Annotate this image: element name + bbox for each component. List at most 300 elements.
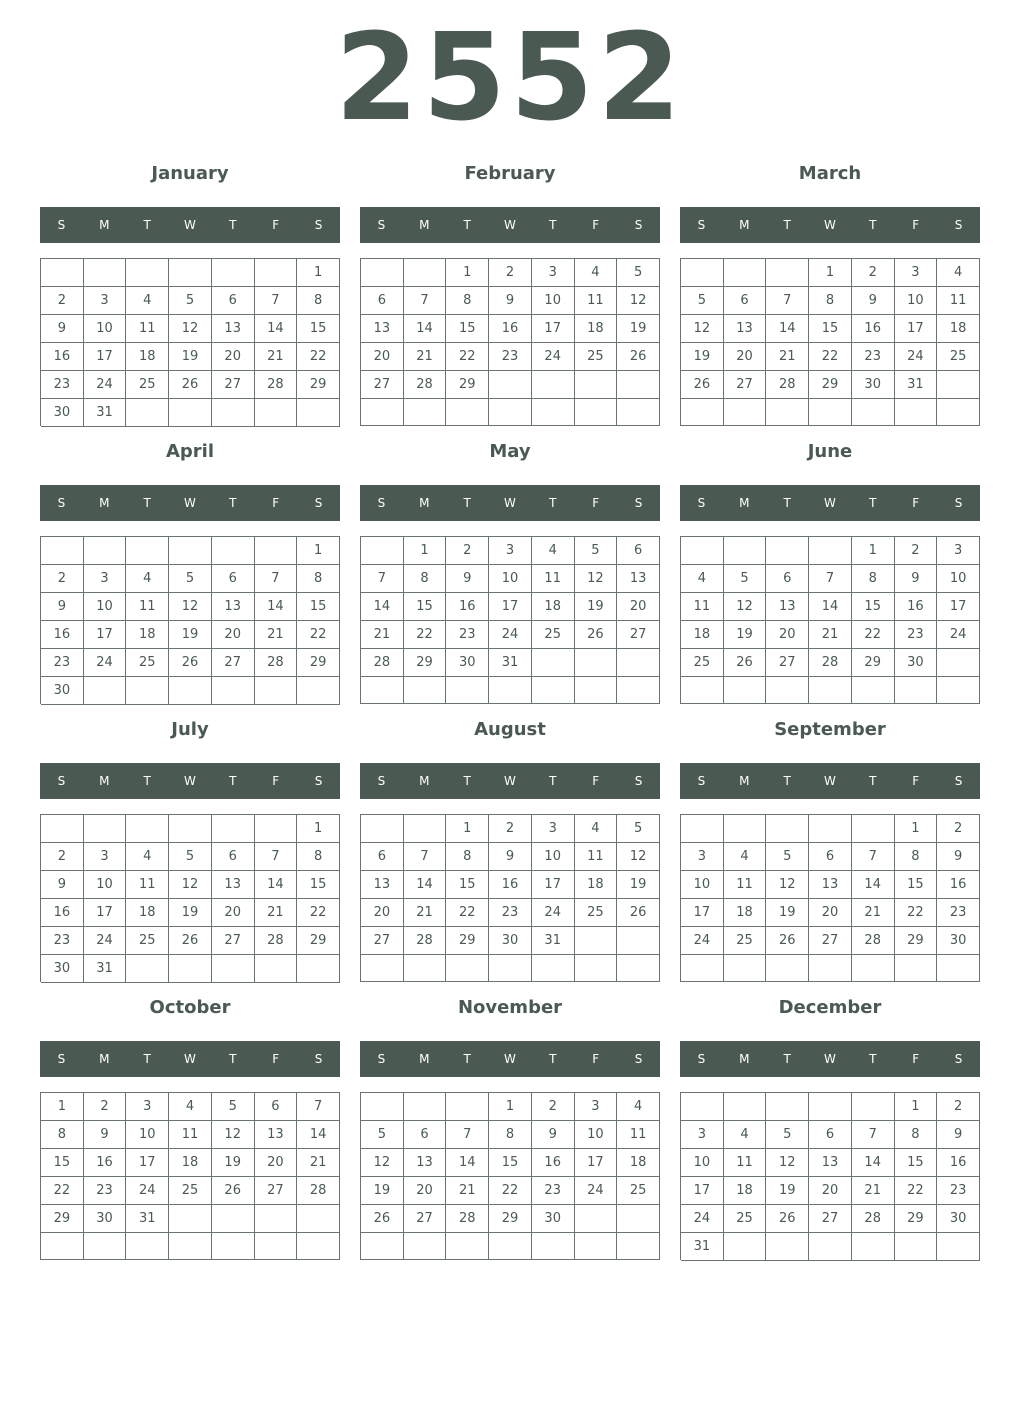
month-february <box>360 158 660 436</box>
day-cell: 20 <box>404 1177 447 1205</box>
day-cell: 3 <box>937 537 980 565</box>
day-cell: 7 <box>255 287 298 315</box>
day-grid <box>680 814 980 982</box>
day-cell: 5 <box>361 1121 404 1149</box>
day-cell: 14 <box>255 315 298 343</box>
day-grid <box>680 536 980 704</box>
weekday-header <box>40 485 340 521</box>
day-cell: 30 <box>41 955 84 983</box>
day-cell: 26 <box>617 343 660 371</box>
day-cell: 29 <box>41 1205 84 1233</box>
empty-day-cell <box>404 1093 447 1121</box>
day-cell: 30 <box>937 1205 980 1233</box>
day-cell: 22 <box>297 899 340 927</box>
weekday-label: F <box>592 218 600 232</box>
day-cell: 12 <box>766 1149 809 1177</box>
weekday-label: T <box>783 774 791 788</box>
day-cell: 9 <box>852 287 895 315</box>
day-cell: 23 <box>41 927 84 955</box>
day-cell: 29 <box>297 371 340 399</box>
day-cell: 12 <box>617 843 660 871</box>
weekday-label: T <box>463 1052 471 1066</box>
empty-day-cell <box>532 371 575 399</box>
day-grid <box>680 258 980 426</box>
day-cell: 26 <box>617 899 660 927</box>
day-cell: 27 <box>212 927 255 955</box>
weekday-label: F <box>592 1052 600 1066</box>
weekday-label: S <box>634 496 643 510</box>
day-cell: 28 <box>446 1205 489 1233</box>
day-cell: 6 <box>724 287 767 315</box>
empty-day-cell <box>41 259 84 287</box>
weekday-label: W <box>824 1052 836 1066</box>
empty-day-cell <box>766 677 809 704</box>
empty-day-cell <box>895 955 938 982</box>
day-cell: 5 <box>169 843 212 871</box>
day-cell: 25 <box>126 371 169 399</box>
day-cell: 17 <box>937 593 980 621</box>
day-cell: 15 <box>809 315 852 343</box>
day-cell: 2 <box>84 1093 127 1121</box>
day-cell: 31 <box>489 649 532 677</box>
day-cell: 3 <box>84 843 127 871</box>
empty-day-cell <box>489 371 532 399</box>
empty-day-cell <box>169 677 212 705</box>
day-cell: 13 <box>809 1149 852 1177</box>
day-cell: 30 <box>41 399 84 427</box>
day-cell: 9 <box>41 315 84 343</box>
empty-day-cell <box>212 815 255 843</box>
weekday-header <box>40 763 340 799</box>
weekday-label: W <box>504 218 516 232</box>
empty-day-cell <box>361 399 404 426</box>
day-cell: 20 <box>617 593 660 621</box>
day-cell: 5 <box>575 537 618 565</box>
empty-day-cell <box>489 677 532 704</box>
day-cell: 13 <box>212 871 255 899</box>
weekday-label: F <box>912 218 920 232</box>
day-grid <box>360 1092 660 1260</box>
day-cell: 15 <box>297 315 340 343</box>
day-cell: 18 <box>681 621 724 649</box>
empty-day-cell <box>852 677 895 704</box>
day-cell: 19 <box>575 593 618 621</box>
day-cell: 24 <box>84 649 127 677</box>
day-cell: 23 <box>489 899 532 927</box>
empty-day-cell <box>126 399 169 427</box>
day-cell: 29 <box>489 1205 532 1233</box>
weekday-label: F <box>912 1052 920 1066</box>
day-cell: 22 <box>297 343 340 371</box>
weekday-label: M <box>419 1052 430 1066</box>
weekday-label: W <box>184 774 196 788</box>
day-cell: 28 <box>361 649 404 677</box>
day-cell: 20 <box>212 899 255 927</box>
day-cell: 23 <box>937 1177 980 1205</box>
day-cell: 29 <box>297 649 340 677</box>
day-cell: 11 <box>126 871 169 899</box>
day-cell: 7 <box>852 843 895 871</box>
day-cell: 1 <box>809 259 852 287</box>
weekday-label: T <box>143 774 151 788</box>
day-cell: 8 <box>41 1121 84 1149</box>
day-cell: 14 <box>404 315 447 343</box>
day-grid <box>360 258 660 426</box>
day-grid <box>360 814 660 982</box>
day-cell: 25 <box>575 343 618 371</box>
day-cell: 17 <box>681 899 724 927</box>
day-cell: 20 <box>809 899 852 927</box>
weekday-label: S <box>314 496 323 510</box>
weekday-label: S <box>634 774 643 788</box>
empty-day-cell <box>617 1233 660 1260</box>
day-cell: 10 <box>84 315 127 343</box>
day-cell: 23 <box>895 621 938 649</box>
day-cell: 22 <box>404 621 447 649</box>
day-cell: 2 <box>532 1093 575 1121</box>
day-cell: 29 <box>404 649 447 677</box>
empty-day-cell <box>404 677 447 704</box>
day-cell: 11 <box>724 871 767 899</box>
empty-day-cell <box>446 399 489 426</box>
day-cell: 25 <box>169 1177 212 1205</box>
weekday-label: W <box>824 496 836 510</box>
day-cell: 19 <box>169 343 212 371</box>
empty-day-cell <box>489 955 532 982</box>
day-cell: 18 <box>575 315 618 343</box>
empty-day-cell <box>489 1233 532 1260</box>
day-cell: 5 <box>766 843 809 871</box>
empty-day-cell <box>724 955 767 982</box>
month-name: February <box>464 163 556 184</box>
empty-day-cell <box>169 815 212 843</box>
day-cell: 29 <box>446 927 489 955</box>
empty-day-cell <box>852 399 895 426</box>
empty-day-cell <box>937 399 980 426</box>
empty-day-cell <box>809 399 852 426</box>
day-cell: 27 <box>809 1205 852 1233</box>
day-cell: 9 <box>41 593 84 621</box>
day-cell: 9 <box>489 843 532 871</box>
weekday-label: S <box>314 1052 323 1066</box>
day-cell: 13 <box>617 565 660 593</box>
day-cell: 17 <box>532 871 575 899</box>
day-cell: 31 <box>681 1233 724 1261</box>
empty-day-cell <box>617 649 660 677</box>
day-cell: 10 <box>575 1121 618 1149</box>
day-grid <box>40 258 340 426</box>
day-cell: 23 <box>84 1177 127 1205</box>
day-cell: 25 <box>126 927 169 955</box>
day-cell: 16 <box>41 343 84 371</box>
empty-day-cell <box>681 1093 724 1121</box>
day-cell: 17 <box>84 621 127 649</box>
day-cell: 2 <box>489 259 532 287</box>
day-cell: 12 <box>169 593 212 621</box>
empty-day-cell <box>361 259 404 287</box>
empty-day-cell <box>255 677 298 705</box>
day-cell: 27 <box>212 371 255 399</box>
day-cell: 16 <box>41 621 84 649</box>
day-cell: 24 <box>532 343 575 371</box>
day-cell: 8 <box>297 843 340 871</box>
weekday-label: F <box>592 774 600 788</box>
day-cell: 26 <box>361 1205 404 1233</box>
day-cell: 2 <box>41 843 84 871</box>
empty-day-cell <box>937 1233 980 1261</box>
day-cell: 29 <box>297 927 340 955</box>
day-cell: 21 <box>852 1177 895 1205</box>
empty-day-cell <box>212 399 255 427</box>
empty-day-cell <box>766 815 809 843</box>
empty-day-cell <box>126 815 169 843</box>
day-cell: 11 <box>169 1121 212 1149</box>
weekday-label: T <box>229 774 237 788</box>
day-cell: 10 <box>681 871 724 899</box>
month-name: May <box>489 441 531 462</box>
weekday-label: S <box>314 774 323 788</box>
weekday-label: T <box>783 1052 791 1066</box>
day-cell: 16 <box>532 1149 575 1177</box>
empty-day-cell <box>41 815 84 843</box>
weekday-label: T <box>869 1052 877 1066</box>
day-cell: 13 <box>255 1121 298 1149</box>
day-cell: 5 <box>169 565 212 593</box>
empty-day-cell <box>84 537 127 565</box>
day-cell: 7 <box>852 1121 895 1149</box>
day-cell: 8 <box>446 843 489 871</box>
day-cell: 17 <box>84 899 127 927</box>
day-cell: 7 <box>255 565 298 593</box>
weekday-label: M <box>419 774 430 788</box>
day-cell: 24 <box>937 621 980 649</box>
weekday-label: M <box>419 218 430 232</box>
weekday-label: F <box>272 1052 280 1066</box>
day-cell: 23 <box>41 649 84 677</box>
day-cell: 20 <box>361 899 404 927</box>
day-cell: 12 <box>212 1121 255 1149</box>
day-cell: 5 <box>169 287 212 315</box>
day-cell: 16 <box>937 1149 980 1177</box>
day-cell: 4 <box>126 287 169 315</box>
day-cell: 18 <box>532 593 575 621</box>
empty-day-cell <box>404 1233 447 1260</box>
day-cell: 5 <box>212 1093 255 1121</box>
day-cell: 26 <box>766 927 809 955</box>
empty-day-cell <box>852 955 895 982</box>
day-cell: 6 <box>255 1093 298 1121</box>
day-cell: 19 <box>766 1177 809 1205</box>
day-cell: 12 <box>361 1149 404 1177</box>
weekday-label: W <box>504 496 516 510</box>
day-cell: 10 <box>84 871 127 899</box>
day-cell: 3 <box>84 287 127 315</box>
day-cell: 8 <box>446 287 489 315</box>
weekday-label: T <box>229 1052 237 1066</box>
empty-day-cell <box>404 259 447 287</box>
day-cell: 30 <box>446 649 489 677</box>
day-cell: 23 <box>489 343 532 371</box>
day-cell: 25 <box>575 899 618 927</box>
day-cell: 12 <box>681 315 724 343</box>
day-cell: 14 <box>766 315 809 343</box>
day-cell: 6 <box>809 1121 852 1149</box>
month-name: November <box>457 997 563 1018</box>
day-cell: 22 <box>446 899 489 927</box>
day-cell: 1 <box>895 1093 938 1121</box>
day-cell: 12 <box>169 315 212 343</box>
empty-day-cell <box>361 677 404 704</box>
day-cell: 22 <box>41 1177 84 1205</box>
day-cell: 27 <box>617 621 660 649</box>
day-cell: 31 <box>84 955 127 983</box>
empty-day-cell <box>212 677 255 705</box>
day-cell: 7 <box>446 1121 489 1149</box>
empty-day-cell <box>809 1233 852 1261</box>
day-cell: 31 <box>895 371 938 399</box>
month-september <box>680 714 980 992</box>
day-cell: 19 <box>617 871 660 899</box>
weekday-label: S <box>57 1052 66 1066</box>
weekday-label: S <box>634 218 643 232</box>
day-cell: 29 <box>809 371 852 399</box>
day-cell: 1 <box>852 537 895 565</box>
day-cell: 21 <box>297 1149 340 1177</box>
weekday-header <box>40 207 340 243</box>
day-cell: 22 <box>809 343 852 371</box>
day-cell: 15 <box>446 315 489 343</box>
weekday-label: M <box>99 774 110 788</box>
empty-day-cell <box>895 399 938 426</box>
empty-day-cell <box>937 649 980 677</box>
day-cell: 27 <box>809 927 852 955</box>
day-cell: 25 <box>126 649 169 677</box>
day-cell: 21 <box>255 621 298 649</box>
day-cell: 16 <box>41 899 84 927</box>
empty-day-cell <box>126 259 169 287</box>
weekday-label: M <box>739 218 750 232</box>
empty-day-cell <box>297 1205 340 1233</box>
day-cell: 2 <box>489 815 532 843</box>
day-grid <box>680 1092 980 1260</box>
month-july <box>40 714 340 992</box>
empty-day-cell <box>809 955 852 982</box>
day-cell: 20 <box>766 621 809 649</box>
empty-day-cell <box>84 1233 127 1260</box>
weekday-label: F <box>272 496 280 510</box>
empty-day-cell <box>681 815 724 843</box>
month-name: March <box>798 163 862 184</box>
day-cell: 15 <box>895 871 938 899</box>
day-cell: 7 <box>766 287 809 315</box>
day-cell: 14 <box>361 593 404 621</box>
empty-day-cell <box>681 259 724 287</box>
empty-day-cell <box>766 955 809 982</box>
day-cell: 26 <box>169 371 212 399</box>
day-cell: 26 <box>724 649 767 677</box>
weekday-label: T <box>549 218 557 232</box>
day-cell: 28 <box>809 649 852 677</box>
day-cell: 21 <box>404 899 447 927</box>
day-cell: 29 <box>852 649 895 677</box>
weekday-label: W <box>184 496 196 510</box>
month-name: April <box>165 441 215 462</box>
day-cell: 13 <box>361 315 404 343</box>
day-cell: 3 <box>681 1121 724 1149</box>
day-cell: 9 <box>895 565 938 593</box>
day-cell: 27 <box>361 927 404 955</box>
empty-day-cell <box>84 815 127 843</box>
weekday-label: F <box>912 496 920 510</box>
day-cell: 6 <box>766 565 809 593</box>
day-cell: 9 <box>489 287 532 315</box>
day-cell: 6 <box>404 1121 447 1149</box>
day-cell: 6 <box>809 843 852 871</box>
empty-day-cell <box>361 1233 404 1260</box>
weekday-label: W <box>184 218 196 232</box>
day-cell: 28 <box>297 1177 340 1205</box>
day-cell: 2 <box>895 537 938 565</box>
day-cell: 6 <box>361 843 404 871</box>
day-cell: 28 <box>255 927 298 955</box>
empty-day-cell <box>724 815 767 843</box>
weekday-label: S <box>954 1052 963 1066</box>
day-cell: 11 <box>937 287 980 315</box>
empty-day-cell <box>809 1093 852 1121</box>
day-cell: 30 <box>532 1205 575 1233</box>
day-cell: 27 <box>361 371 404 399</box>
day-cell: 18 <box>937 315 980 343</box>
day-cell: 28 <box>255 649 298 677</box>
weekday-label: S <box>954 218 963 232</box>
day-cell: 10 <box>937 565 980 593</box>
empty-day-cell <box>255 955 298 983</box>
month-name: December <box>778 997 882 1018</box>
day-cell: 15 <box>297 871 340 899</box>
day-cell: 28 <box>404 371 447 399</box>
day-cell: 30 <box>84 1205 127 1233</box>
day-cell: 9 <box>937 843 980 871</box>
day-cell: 18 <box>575 871 618 899</box>
day-cell: 14 <box>404 871 447 899</box>
day-cell: 10 <box>489 565 532 593</box>
day-cell: 21 <box>361 621 404 649</box>
empty-day-cell <box>255 537 298 565</box>
day-cell: 8 <box>404 565 447 593</box>
empty-day-cell <box>575 1233 618 1260</box>
weekday-label: S <box>954 774 963 788</box>
day-cell: 7 <box>361 565 404 593</box>
day-cell: 18 <box>126 621 169 649</box>
day-cell: 1 <box>297 537 340 565</box>
empty-day-cell <box>255 1233 298 1260</box>
day-cell: 27 <box>255 1177 298 1205</box>
day-cell: 16 <box>446 593 489 621</box>
day-cell: 29 <box>446 371 489 399</box>
empty-day-cell <box>532 677 575 704</box>
day-cell: 19 <box>681 343 724 371</box>
day-cell: 24 <box>126 1177 169 1205</box>
day-cell: 6 <box>617 537 660 565</box>
empty-day-cell <box>169 1205 212 1233</box>
day-cell: 29 <box>895 927 938 955</box>
day-cell: 5 <box>681 287 724 315</box>
day-cell: 2 <box>446 537 489 565</box>
weekday-label: F <box>912 774 920 788</box>
day-cell: 24 <box>489 621 532 649</box>
day-cell: 8 <box>895 843 938 871</box>
empty-day-cell <box>617 371 660 399</box>
